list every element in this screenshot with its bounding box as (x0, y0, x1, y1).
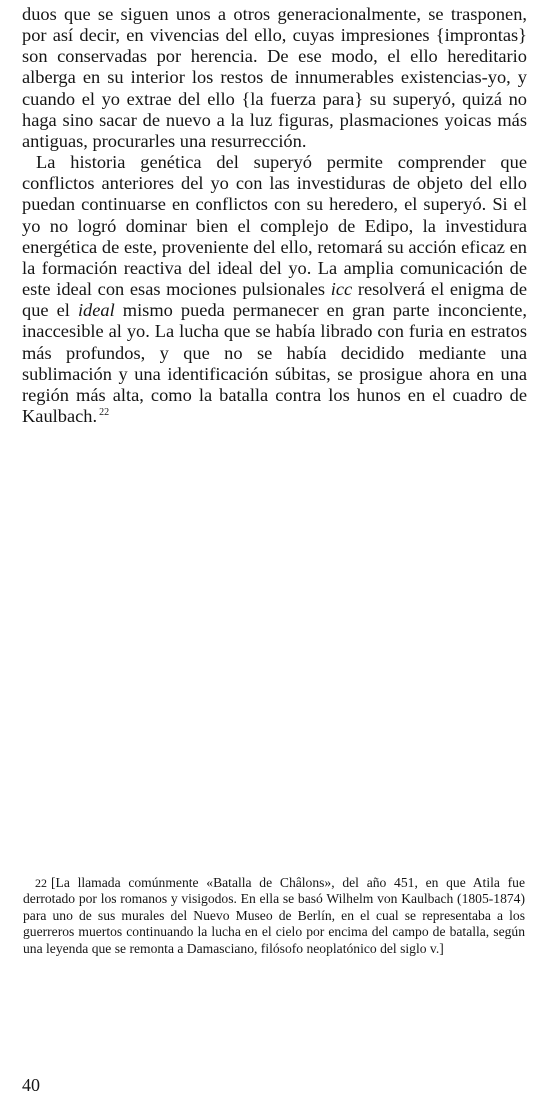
footnote-text: [La llamada comúnmente «Batalla de Châlons», del año 451, en que Atila fue derrotado por los romanos y visigodos. En ella se basó Wilhelm von Kaulbach (1805-1874) para uno de sus murales del Nuevo Museo de Berlín, en el cual se representaba a los guerreros muertos continuando la lucha en el cielo por encima del campo de batalla, según una leyenda que se remonta a Damasciano, filósofo neoplatónico del siglo v.] (23, 875, 525, 956)
paragraph-1: duos que se siguen unos a otros generacionalmente, se trasponen, por así decir, en vivencias del ello, cuyas impresiones {improntas} son conservadas por herencia. De ese modo, el ello hereditario alberga en su interior los restos de innumerables existencias-yo, y cuando el yo extrae del ello {la fuerza para} su superyó, quizá no haga sino sacar de nuevo a la luz figuras, plasmaciones yoicas más antiguas, procurarles una resurrección. (22, 4, 527, 151)
page-number: 40 (22, 1075, 40, 1095)
paragraph-2 (22, 152, 527, 427)
paragraph-2-part-3: mismo pueda permanecer en gran parte inconciente, inaccesible al yo. La lucha que se había librado con furia en estratos más profundos, y que no se había decidido mediante una sublimación y una identificación súbitas, se prosigue ahora en una región más alta, como la batalla contra los hunos en el cuadro de Kaulbach. (22, 300, 527, 426)
paragraph-2-part-1: La historia genética del superyó permite comprender que conflictos anteriores del yo con las investiduras de objeto del ello puedan continuarse en conflictos con su heredero, el superyó. Si el yo no logró dominar bien el complejo de Edipo, la investidura energética de este, proveniente del ello, retomará su acción eficaz en la formación reactiva del ideal del yo. La amplia comunicación de este ideal con esas mociones pulsionales (22, 152, 527, 300)
paragraph-2-italic-icc: icc (330, 279, 353, 300)
footnote-number: 22 (35, 876, 47, 890)
footnote-22 (23, 875, 525, 957)
paragraph-2-italic-ideal: ideal (77, 300, 115, 321)
footnote (23, 875, 525, 957)
main-text (22, 4, 527, 427)
paragraph-2-part-2: resolverá el enigma de que el (22, 279, 528, 321)
footnote-reference[interactable]: 22 (99, 406, 110, 418)
